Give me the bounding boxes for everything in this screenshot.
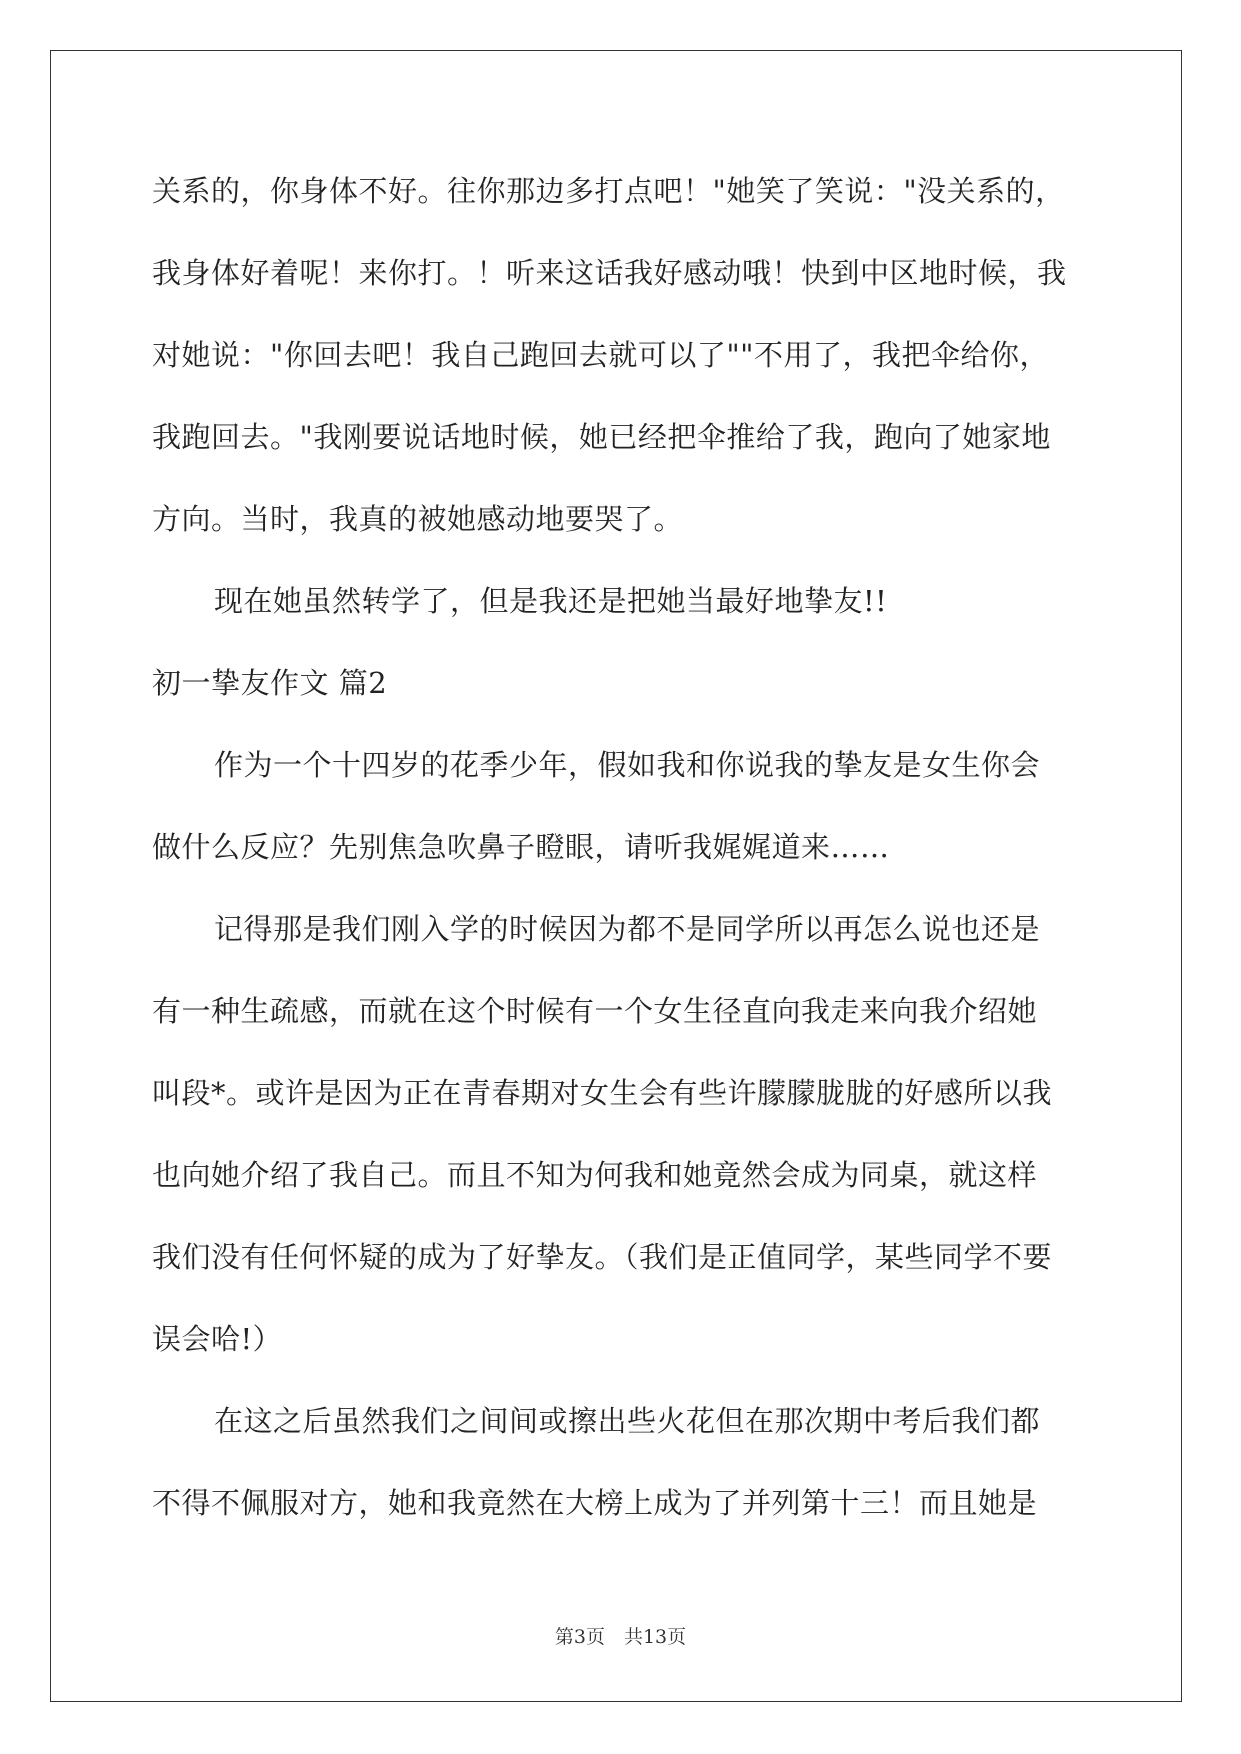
text-line: 误会哈!） <box>152 1322 283 1356</box>
text-line: 记得那是我们刚入学的时候因为都不是同学所以再怎么说也还是 <box>214 912 1041 946</box>
text-line: 关系的，你身体不好。往你那边多打点吧！"她笑了笑说："没关系的， <box>152 174 1065 208</box>
text-line: 叫段*。或许是因为正在青春期对女生会有些许朦朦胧胧的好感所以我 <box>152 1076 1053 1110</box>
text-line: 方向。当时，我真的被她感动地要哭了。 <box>152 502 684 536</box>
text-line: 我身体好着呢！来你打。！听来这话我好感动哦！快到中区地时候，我 <box>152 256 1067 290</box>
text-line: 现在她虽然转学了，但是我还是把她当最好地挚友!! <box>214 584 888 618</box>
text-line: 对她说："你回去吧！我自己跑回去就可以了""不用了，我把伞给你， <box>152 338 1050 372</box>
text-line: 做什么反应？先别焦急吹鼻子瞪眼，请听我娓娓道来…… <box>152 830 890 864</box>
text-line: 有一种生疏感，而就在这个时候有一个女生径直向我走来向我介绍她 <box>152 994 1038 1028</box>
text-line: 作为一个十四岁的花季少年，假如我和你说我的挚友是女生你会 <box>214 748 1041 782</box>
text-line: 我们没有任何怀疑的成为了好挚友。（我们是正值同学，某些同学不要 <box>152 1240 1053 1274</box>
page-footer: 第3页 共13页 <box>554 1626 687 1648</box>
text-line: 在这之后虽然我们之间间或擦出些火花但在那次期中考后我们都 <box>214 1404 1041 1438</box>
text-line: 也向她介绍了我自己。而且不知为何我和她竟然会成为同桌，就这样 <box>152 1158 1038 1192</box>
document-body <box>152 150 1092 1544</box>
text-line: 我跑回去。"我刚要说话地时候，她已经把伞推给了我，跑向了她家地 <box>152 420 1051 454</box>
section-heading: 初一挚友作文 篇2 <box>152 666 388 700</box>
text-line: 不得不佩服对方，她和我竟然在大榜上成为了并列第十三！而且她是 <box>152 1486 1038 1520</box>
